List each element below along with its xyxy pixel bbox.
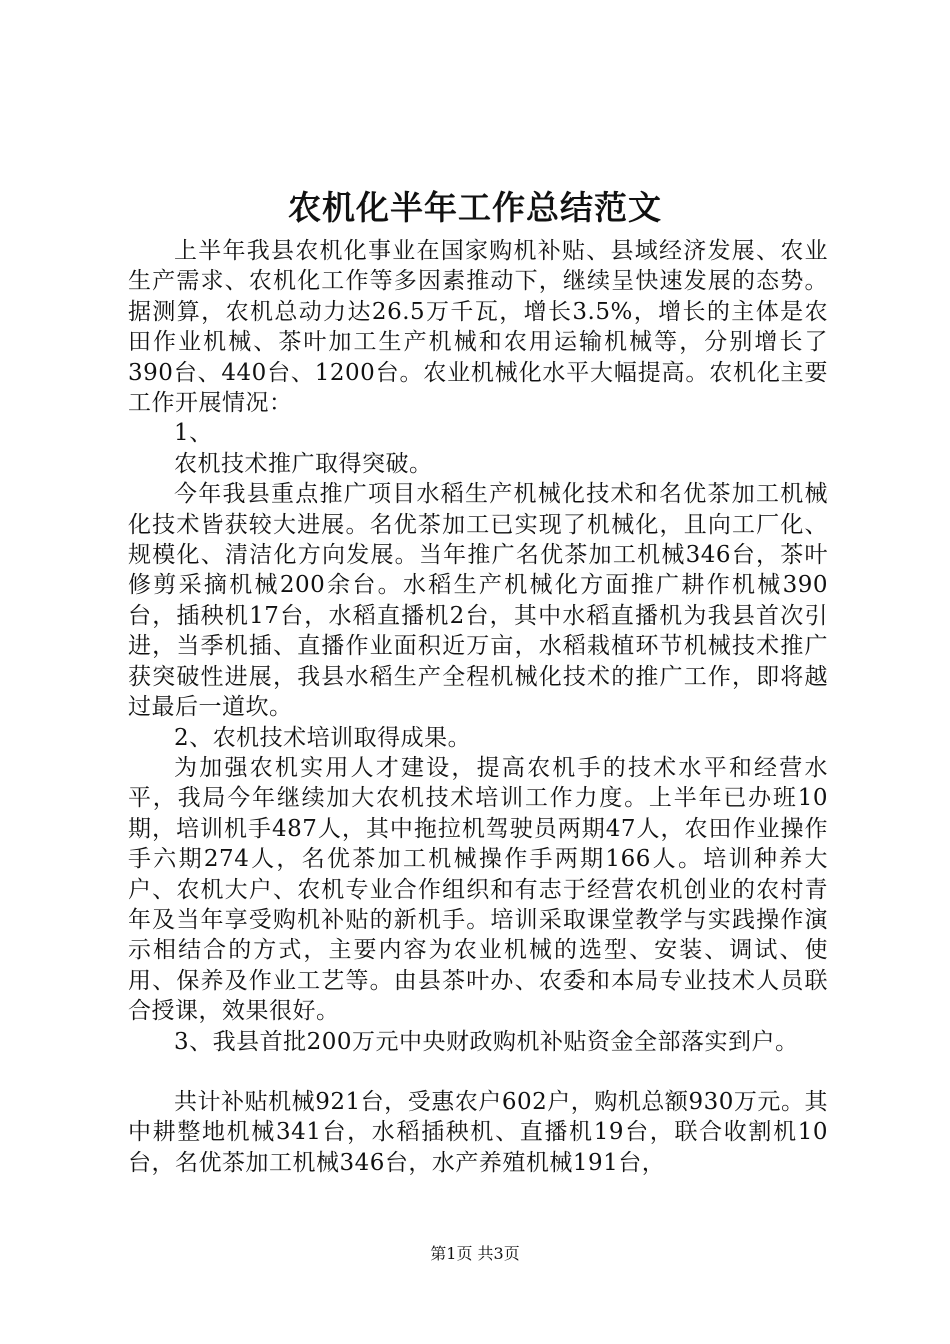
paragraph-tech-promotion: 今年我县重点推广项目水稻生产机械化技术和名优茶加工机械化技术皆获较大进展。名优茶加工已实现了机械化，且向工厂化、规模化、清洁化方向发展。当年推广名优茶加工机械346台，茶叶修剪采摘机械200余台。水稻生产机械化方面推广耕作机械390台，插秧机17台，水稻直播机2台，其中水稻直播机为我县首次引进，当季机插、直播作业面积近万亩，水稻栽植环节机械技术推广获突破性进展，我县水稻生产全程机械化技术的推广工作，即将越过最后一道坎。 [128,481,828,721]
document-title: 农机化半年工作总结范文 [288,188,662,227]
paragraph-training: 为加强农机实用人才建设，提高农机手的技术水平和经营水平，我局今年继续加大农机技术培训工作力度。上半年已办班10期，培训机手487人，其中拖拉机驾驶员两期47人，农田作业操作手六期274人，名优茶加工机械操作手两期166人。培训种养大户、农机大户、农机专业合作组织和有志于经营农机创业的农村青年及当年享受购机补贴的新机手。培训采取课堂教学与实践操作演示相结合的方式，主要内容为农业机械的选型、安装、调试、使用、保养及作业工艺等。由县茶叶办、农委和本局专业技术人员联合授课，效果很好。 [128,754,828,1025]
paragraph-intro: 上半年我县农机化事业在国家购机补贴、县域经济发展、农业生产需求、农机化工作等多因素推动下，继续呈快速发展的态势。据测算，农机总动力达26.5万千瓦，增长3.5%，增长的主体是农田作业机械、茶叶加工生产机械和农用运输机械等，分别增长了390台、440台、1200台。农业机械化水平大幅提高。农机化主要工作开展情况： [128,238,828,417]
paragraph-item-number: 1、 [174,420,213,447]
paragraph-section-heading: 3、我县首批200万元中央财政购机补贴资金全部落实到户。 [174,1028,799,1055]
paragraph-section-heading: 2、农机技术培训取得成果。 [174,724,472,751]
paragraph-subsidy: 共计补贴机械921台，受惠农户602户，购机总额930万元。其中耕整地机械341台，水稻插秧机、直播机19台，联合收割机10台，名优茶加工机械346台，水产养殖机械191台， [128,1088,828,1176]
page-footer: 第1页 共3页 [430,1244,520,1263]
paragraph-section-heading: 农机技术推广取得突破。 [174,450,433,477]
document-body [128,236,828,1178]
